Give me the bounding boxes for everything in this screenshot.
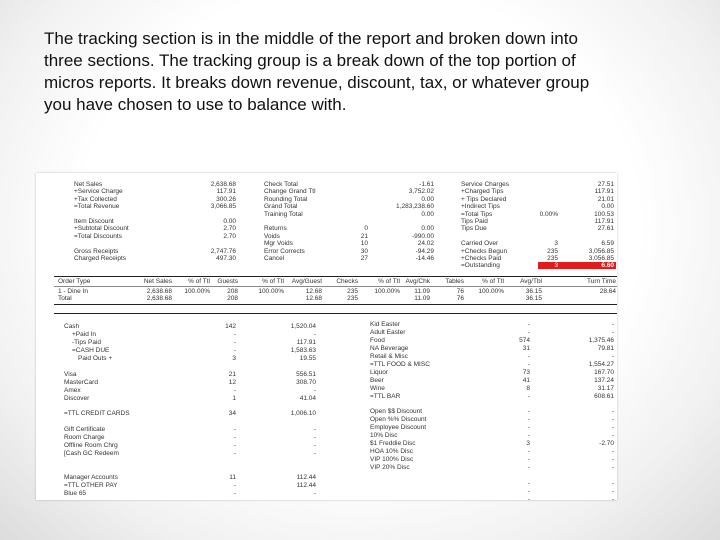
micros-report-image <box>36 173 617 500</box>
top-left-label: Item Discount <box>74 218 114 225</box>
tender-right-label: VIP 20% Disc <box>370 464 410 472</box>
top-right-value: 117.91 <box>594 218 614 225</box>
top-mid-count: 0 <box>364 225 368 233</box>
tender-left-count: - <box>233 426 236 434</box>
order-header-cell: % of Ttl <box>188 278 210 285</box>
tender-right-label: $1 Freddie Disc <box>370 440 416 448</box>
top-right-label: +Checks Begun <box>461 247 508 255</box>
tender-right-count: 73 <box>522 368 530 376</box>
tender-left-count: 34 <box>228 410 236 418</box>
tender-left-count: - <box>233 386 236 394</box>
tender-right-count: - <box>527 321 530 328</box>
top-left-value: 2.70 <box>223 225 236 233</box>
top-mid-label: Voids <box>264 232 280 240</box>
tender-right-label: Wine <box>370 384 385 392</box>
order-cell: 11.09 <box>414 295 430 302</box>
top-left-label: =Total Revenue <box>74 203 120 211</box>
top-mid-label: Error Corrects <box>264 247 305 255</box>
top-right-count: 235 <box>547 255 558 262</box>
order-cell: 76 <box>456 288 464 295</box>
top-right-label: +Charged Tips <box>461 188 504 196</box>
order-cell: 208 <box>227 295 238 302</box>
tender-right-amount: - <box>611 495 614 500</box>
top-left-label: +Subtotal Discount <box>74 225 129 233</box>
tender-right-amount: - <box>611 448 614 456</box>
tender-left-count: - <box>233 450 236 458</box>
tender-left-count: - <box>233 434 236 442</box>
top-right-count: 0.00% <box>539 210 558 218</box>
order-cell: 2,638.68 <box>146 295 172 302</box>
order-cell: 208 <box>227 288 238 295</box>
tender-right-label: Food <box>370 336 385 344</box>
tender-right-amount: - <box>611 464 614 472</box>
slide-body-text: The tracking section is in the middle of the report and broken down into three sections. The tracking group is a break down of the top portion of micros reports. It breaks down revenue, discount, tax, or whatever group you have chosen to use to balance with. <box>44 29 590 114</box>
order-cell: 36.15 <box>525 288 542 295</box>
order-cell: 100.00% <box>478 288 504 295</box>
tender-right-count: 8 <box>526 384 530 392</box>
tender-right-amount: - <box>611 416 614 424</box>
top-left-value: 117.91 <box>216 188 236 196</box>
tender-right-amount: - <box>611 487 614 495</box>
tender-right-label: HOA 10% Disc <box>370 448 413 456</box>
order-cell: 235 <box>347 288 358 295</box>
tender-left-amount: 1,006.10 <box>290 410 316 418</box>
tender-left-amount: 556.51 <box>296 370 316 378</box>
tender-right-amount: - <box>611 424 614 432</box>
tender-left-count: - <box>233 442 236 450</box>
tender-right-count: - <box>527 328 530 336</box>
order-cell: 100.00% <box>184 288 210 295</box>
order-header-cell: Net Sales <box>143 278 172 285</box>
report-rule <box>54 313 617 314</box>
tender-right-amount: 1,375.46 <box>588 336 614 344</box>
top-mid-label: Grand Total <box>264 203 298 211</box>
top-right-value: 27.61 <box>597 225 614 233</box>
top-left-value: 2,747.76 <box>210 247 236 255</box>
order-cell: 2,638.68 <box>146 288 172 295</box>
tender-left-amount: 1,583.63 <box>290 346 316 354</box>
tender-right-count: - <box>527 416 530 424</box>
tender-left-count: 21 <box>228 370 236 378</box>
tender-right-amount: 31.17 <box>597 384 614 392</box>
top-right-value: 100.53 <box>594 210 614 218</box>
top-mid-label: Cancel <box>264 255 285 262</box>
tender-left-label: =TTL OTHER PAY <box>64 481 118 489</box>
tender-right-amount: - <box>611 328 614 336</box>
tender-left-label: Amex <box>64 386 81 394</box>
top-mid-value: 24.02 <box>417 240 434 248</box>
tender-right-label: Kid Easter <box>370 321 400 328</box>
order-header-cell: % of Ttl <box>378 278 400 285</box>
tender-left-amount: - <box>313 434 316 442</box>
order-cell: 100.00% <box>374 288 400 295</box>
tender-right-label: Employee Discount <box>370 424 426 432</box>
top-right-count: 235 <box>547 247 558 255</box>
top-mid-count: 27 <box>360 255 368 262</box>
top-right-value: 6.59 <box>601 240 614 248</box>
top-mid-value: 0.00 <box>421 195 434 203</box>
tender-right-count: - <box>527 392 530 400</box>
tender-right-count: - <box>527 448 530 456</box>
tender-right-count: - <box>527 432 530 440</box>
tender-right-count: 3 <box>526 440 530 448</box>
tender-right-label: =TTL BAR <box>370 392 401 400</box>
tender-left-amount: 41.04 <box>299 394 316 402</box>
tender-left-label: Discover <box>64 394 90 402</box>
top-mid-count: 21 <box>360 232 368 240</box>
top-right-label: Tips Due <box>461 225 487 233</box>
tender-right-label: =TTL FOOD & MISC <box>370 360 430 368</box>
tender-right-label: 10% Disc <box>370 432 398 440</box>
tender-left-amount: 1,520.04 <box>290 322 316 330</box>
order-cell: 76 <box>456 295 464 302</box>
tender-right-label: VIP 100% Disc <box>370 456 414 464</box>
top-mid-label: Training Total <box>264 210 303 218</box>
tender-right-amount: 1,554.27 <box>588 360 614 368</box>
tender-left-label: MasterCard <box>64 378 98 386</box>
tender-left-amount: 112.44 <box>296 481 316 489</box>
tender-left-label: Cash <box>64 322 80 330</box>
tender-left-label: Manager Accounts <box>64 474 118 481</box>
top-left-label: +Service Charge <box>74 188 123 196</box>
tender-left-count: 12 <box>228 378 236 386</box>
tender-right-count: 574 <box>519 336 530 344</box>
top-mid-count: 30 <box>360 247 368 255</box>
tender-left-label: [Cash GC Redeem <box>64 450 119 458</box>
tender-left-count: 3 <box>232 354 236 362</box>
top-left-value: 2,638.68 <box>210 181 236 188</box>
top-right-label: Tips Paid <box>461 218 488 225</box>
top-left-value: 3,066.85 <box>210 203 236 211</box>
tender-left-label: Visa <box>64 370 77 378</box>
top-mid-count: 10 <box>360 240 368 248</box>
top-right-label: =Total Tips <box>461 210 493 218</box>
top-mid-value: 1,283,238.60 <box>396 203 434 211</box>
tender-left-count: - <box>233 346 236 354</box>
top-right-label: +Checks Paid <box>461 255 502 262</box>
order-cell: 36.15 <box>525 295 542 302</box>
tender-right-amount: -2.70 <box>599 440 614 448</box>
top-left-value: 497.30 <box>216 255 236 262</box>
tender-left-label: -Tips Paid <box>72 338 102 346</box>
tender-right-amount: - <box>611 432 614 440</box>
tender-right-count: - <box>527 495 530 500</box>
tender-left-amount: - <box>313 442 316 450</box>
tender-left-label: Offline Room Chrg <box>64 442 118 450</box>
tender-left-count: 11 <box>229 474 236 481</box>
tender-left-label: =TTL CREDIT CARDS <box>64 410 130 418</box>
top-right-label: Service Charges <box>461 181 510 188</box>
top-right-label: Carried Over <box>461 240 499 248</box>
top-left-label: =Total Discounts <box>74 232 122 240</box>
order-cell: 28.64 <box>599 288 616 295</box>
top-mid-value: -14.46 <box>415 255 434 262</box>
tender-right-label: Adult Easter <box>370 328 406 336</box>
top-right-label: =Outstanding <box>461 262 500 270</box>
top-right-value: 3,056.85 <box>588 247 614 255</box>
tender-right-amount: 79.81 <box>597 344 614 352</box>
tender-left-label: =CASH DUE <box>72 346 110 354</box>
tender-right-label: Open $$ Discount <box>370 408 423 416</box>
tender-right-amount: - <box>611 480 614 487</box>
top-right-value: 6.60 <box>601 262 614 270</box>
top-mid-value: -1.61 <box>419 181 434 188</box>
top-mid-value: 3,752.02 <box>408 188 434 196</box>
top-right-count: 3 <box>554 262 558 270</box>
tender-right-count: - <box>527 480 530 487</box>
tender-right-label: Open %% Discount <box>370 416 427 424</box>
order-cell: 12.68 <box>305 295 322 302</box>
report-rule <box>54 286 617 287</box>
top-mid-label: Rounding Total <box>264 195 308 203</box>
top-right-value: 27.51 <box>597 181 614 188</box>
tender-right-amount: - <box>611 321 614 328</box>
tender-right-label: NA Beverage <box>370 344 409 352</box>
report-rule <box>54 276 617 277</box>
tender-right-count: - <box>527 352 530 360</box>
tender-right-label: Liquor <box>370 368 389 376</box>
report-rule <box>54 304 617 305</box>
top-right-count: 3 <box>554 240 558 248</box>
top-mid-value: 0.00 <box>421 225 434 233</box>
order-cell: 1 - Dine In <box>58 288 88 295</box>
tender-left-count: 1 <box>232 394 236 402</box>
tender-right-count: - <box>527 456 530 464</box>
tender-left-count: 142 <box>225 322 236 330</box>
tender-right-count: 41 <box>522 376 530 384</box>
order-header-cell: Order Type <box>58 278 91 285</box>
order-cell: 100.00% <box>258 288 284 295</box>
tender-right-amount: - <box>611 408 614 416</box>
tender-left-label: Blue 65 <box>64 489 87 497</box>
top-right-label: +Indirect Tips <box>461 203 500 211</box>
top-mid-value: 0.00 <box>421 210 434 218</box>
tender-right-amount: 608.61 <box>594 392 614 400</box>
top-left-label: +Tax Collected <box>74 195 117 203</box>
tender-right-amount: 137.24 <box>594 376 614 384</box>
order-header-cell: % of Ttl <box>262 278 284 285</box>
order-cell: 12.68 <box>305 288 322 295</box>
order-header-cell: Tables <box>445 278 464 285</box>
order-header-cell: Checks <box>336 278 358 285</box>
tender-left-label: Room Charge <box>64 434 105 442</box>
top-right-value: 21.01 <box>597 195 614 203</box>
top-right-value: 117.91 <box>594 188 614 196</box>
tender-right-count: - <box>527 487 530 495</box>
order-header-cell: Avg/Tbl <box>520 278 542 285</box>
top-left-label: Charged Receipts <box>74 255 127 262</box>
tender-left-amount: 112.44 <box>296 474 316 481</box>
tender-right-count: - <box>527 464 530 472</box>
top-left-value: 2.70 <box>223 232 236 240</box>
order-header-cell: Avg/Chk <box>405 278 430 285</box>
tender-right-count: - <box>527 360 530 368</box>
top-mid-value: -94.29 <box>415 247 434 255</box>
top-right-label: + Tips Declared <box>461 195 507 203</box>
top-mid-label: Returns <box>264 225 287 233</box>
tender-right-count: - <box>527 424 530 432</box>
tender-left-label: +Paid In <box>72 330 97 338</box>
tender-left-amount: - <box>313 489 316 497</box>
top-mid-label: Check Total <box>264 181 298 188</box>
order-header-cell: % of Ttl <box>482 278 504 285</box>
tender-left-amount: 19.55 <box>299 354 316 362</box>
tender-left-amount: - <box>313 330 316 338</box>
tender-left-count: - <box>233 338 236 346</box>
top-right-value: 3,056.85 <box>588 255 614 262</box>
tender-left-amount: 308.70 <box>296 378 316 386</box>
tender-right-count: - <box>527 408 530 416</box>
order-header-cell: Turn Time <box>586 278 616 285</box>
top-left-label: Net Sales <box>74 181 103 188</box>
tender-right-amount: - <box>611 352 614 360</box>
tender-right-amount: 167.70 <box>594 368 614 376</box>
tender-left-amount: - <box>313 450 316 458</box>
tender-left-amount: - <box>313 426 316 434</box>
tender-left-label: Paid Outs + <box>78 354 113 362</box>
top-mid-label: Mgr Voids <box>264 240 293 248</box>
tender-right-label: Beer <box>370 376 384 384</box>
top-mid-value: -990.00 <box>411 232 434 240</box>
order-header-cell: Avg/Guest <box>291 278 322 285</box>
order-header-cell: Guests <box>217 278 238 285</box>
tender-left-amount: - <box>313 386 316 394</box>
tender-left-count: - <box>233 330 236 338</box>
order-cell: 235 <box>347 295 358 302</box>
tender-left-count: - <box>233 481 236 489</box>
top-left-label: Gross Receipts <box>74 247 119 255</box>
top-left-value: 0.00 <box>223 218 236 225</box>
tender-right-count: 31 <box>522 344 530 352</box>
tender-left-amount: 117.91 <box>296 338 316 346</box>
top-mid-label: Change Grand Ttl <box>264 188 316 196</box>
tender-right-amount: - <box>611 456 614 464</box>
tender-left-count: - <box>233 489 236 497</box>
tender-left-label: Gift Certificate <box>64 426 106 434</box>
tender-right-label: Retail & Misc <box>370 352 408 360</box>
top-right-value: 0.00 <box>601 203 614 211</box>
top-left-value: 300.26 <box>216 195 236 203</box>
order-cell: Total <box>58 295 72 302</box>
order-cell: 11.09 <box>414 288 430 295</box>
